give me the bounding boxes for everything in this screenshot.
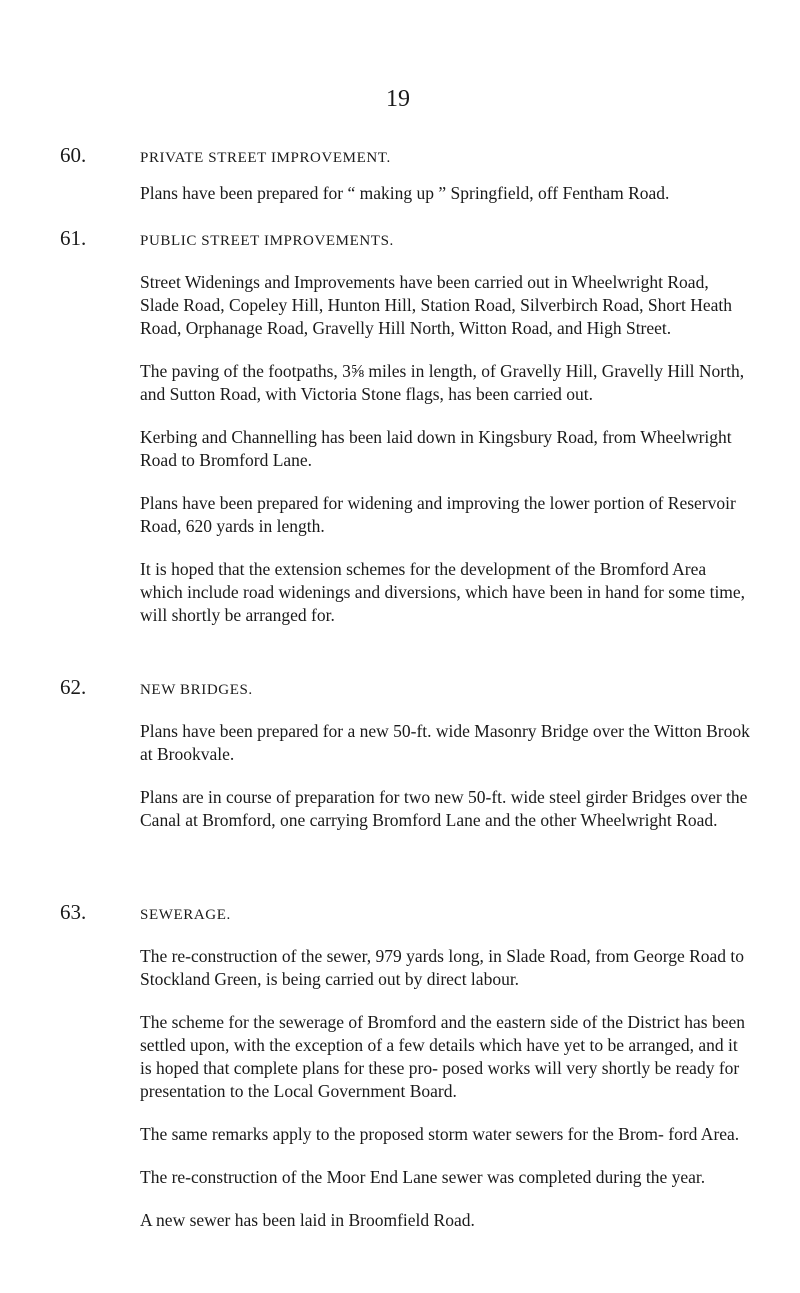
paragraph: The scheme for the sewerage of Bromford and the eastern side of the District has been settled upon, with the exception of a few details which have yet to be arranged, and it is hoped that complete plans for these pro- posed works will very shortly be ready for presentation to the Local Government Board.	[140, 1012, 745, 1101]
section-title: PRIVATE STREET IMPROVEMENT.	[140, 150, 391, 166]
section-number: 61.	[60, 226, 87, 250]
page-number: 19	[386, 86, 410, 112]
section-heading	[60, 226, 750, 251]
paragraph: A new sewer has been laid in Broomfield Road.	[140, 1210, 475, 1230]
section-number: 63.	[60, 900, 87, 924]
paragraph: The re-construction of the Moor End Lane sewer was completed during the year.	[140, 1167, 706, 1187]
paragraph: Plans have been prepared for widening and improving the lower portion of Reservoir Road, 620 yards in length.	[140, 493, 736, 536]
paragraph: Plans have been prepared for “ making up ” Springfield, off Fentham Road.	[140, 183, 670, 203]
section-number: 62.	[60, 675, 87, 699]
section-title: NEW BRIDGES.	[140, 682, 253, 698]
paragraph: It is hoped that the extension schemes for the development of the Bromford Area which include road widenings and diversions, which have been in hand for some time, will shortly be arranged for.	[140, 559, 746, 625]
section-heading	[60, 675, 750, 700]
paragraph: The paving of the footpaths, 3⅝ miles in length, of Gravelly Hill, Gravelly Hill North, and Sutton Road, with Victoria Stone flags, has been carried out.	[140, 361, 745, 404]
section-title: PUBLIC STREET IMPROVEMENTS.	[140, 233, 394, 249]
paragraph: Plans are in course of preparation for two new 50-ft. wide steel girder Bridges over the Canal at Bromford, one carrying Bromford Lane and the other Wheelwright Road.	[140, 787, 748, 830]
section-61	[60, 226, 750, 627]
section-heading	[60, 143, 750, 168]
section-heading	[60, 900, 750, 925]
section-title: SEWERAGE.	[140, 907, 231, 923]
section-number: 60.	[60, 143, 87, 167]
section-63	[60, 900, 750, 1232]
paragraph: The same remarks apply to the proposed storm water sewers for the Brom- ford Area.	[140, 1124, 740, 1144]
paragraph: Plans have been prepared for a new 50-ft. wide Masonry Bridge over the Witton Brook at Brookvale.	[140, 721, 750, 764]
section-60	[60, 143, 750, 205]
paragraph: The re-construction of the sewer, 979 yards long, in Slade Road, from George Road to Stockland Green, is being carried out by direct labour.	[140, 946, 745, 989]
section-62	[60, 675, 750, 832]
paragraph: Street Widenings and Improvements have been carried out in Wheelwright Road, Slade Road, Copeley Hill, Hunton Hill, Station Road, Silverbirch Road, Short Heath Road, Orphanage Road, Gravelly Hill North, Witton Road, and High Street.	[140, 272, 733, 338]
paragraph: Kerbing and Channelling has been laid down in Kingsbury Road, from Wheelwright Road to Bromford Lane.	[140, 427, 732, 470]
